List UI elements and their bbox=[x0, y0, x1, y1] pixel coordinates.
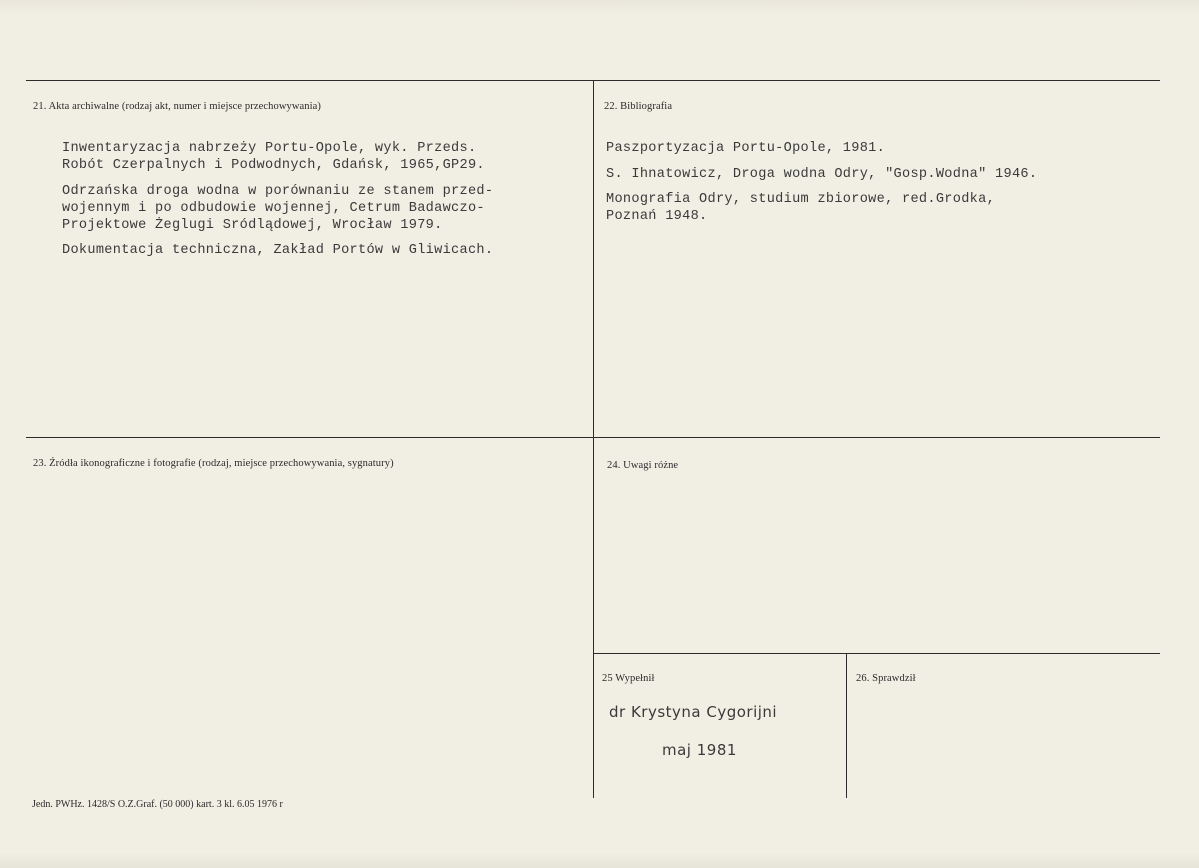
paper-edge-bottom bbox=[0, 852, 1199, 868]
section-23-label: 23. Źródła ikonograficzne i fotografie (rodzaj, miejsce przechowywania, sygnatury) bbox=[33, 458, 394, 469]
filled-by-name: dr Krystyna Cygorijni bbox=[609, 703, 778, 721]
section-21-entry-1: Inwentaryzacja nabrzeży Portu-Opole, wyk. Przeds. Robót Czerpalnych i Podwodnych, Gdańsk, 1965,GP29. bbox=[62, 141, 485, 173]
section-22-entry-2: S. Ihnatowicz, Droga wodna Odry, "Gosp.Wodna" 1946. bbox=[606, 167, 1038, 182]
section-22-entry-3: Monografia Odry, studium zbiorowe, red.Grodka, Poznań 1948. bbox=[606, 192, 996, 224]
filled-date: maj 1981 bbox=[662, 741, 737, 759]
section-24-label: 24. Uwagi różne bbox=[607, 460, 679, 471]
section-21-entry-2: Odrzańska droga wodna w porównaniu ze stanem przed- wojennym i po odbudowie wojennej, Cetrum Badawczo- Projektowe Żeglugi Sródlądowej, Wrocław 1979. bbox=[62, 184, 494, 233]
signature-divider bbox=[846, 653, 847, 798]
section-22-label: 22. Bibliografia bbox=[604, 101, 673, 112]
section-21-entry-3: Dokumentacja techniczna, Zakład Portów w Gliwicach. bbox=[62, 243, 494, 258]
center-divider bbox=[593, 80, 594, 798]
printer-imprint: Jedn. PWHz. 1428/S O.Z.Graf. (50 000) kart. 3 kl. 6.05 1976 r bbox=[32, 799, 283, 810]
section-26-label: 26. Sprawdził bbox=[856, 673, 916, 684]
signature-rule bbox=[594, 653, 1160, 654]
section-25-label: 25 Wypełnił bbox=[602, 673, 655, 684]
paper-edge-top bbox=[0, 0, 1199, 14]
section-22-entry-1: Paszportyzacja Portu-Opole, 1981. bbox=[606, 141, 886, 156]
section-21-label: 21. Akta archiwalne (rodzaj akt, numer i miejsce przechowywania) bbox=[33, 101, 322, 112]
